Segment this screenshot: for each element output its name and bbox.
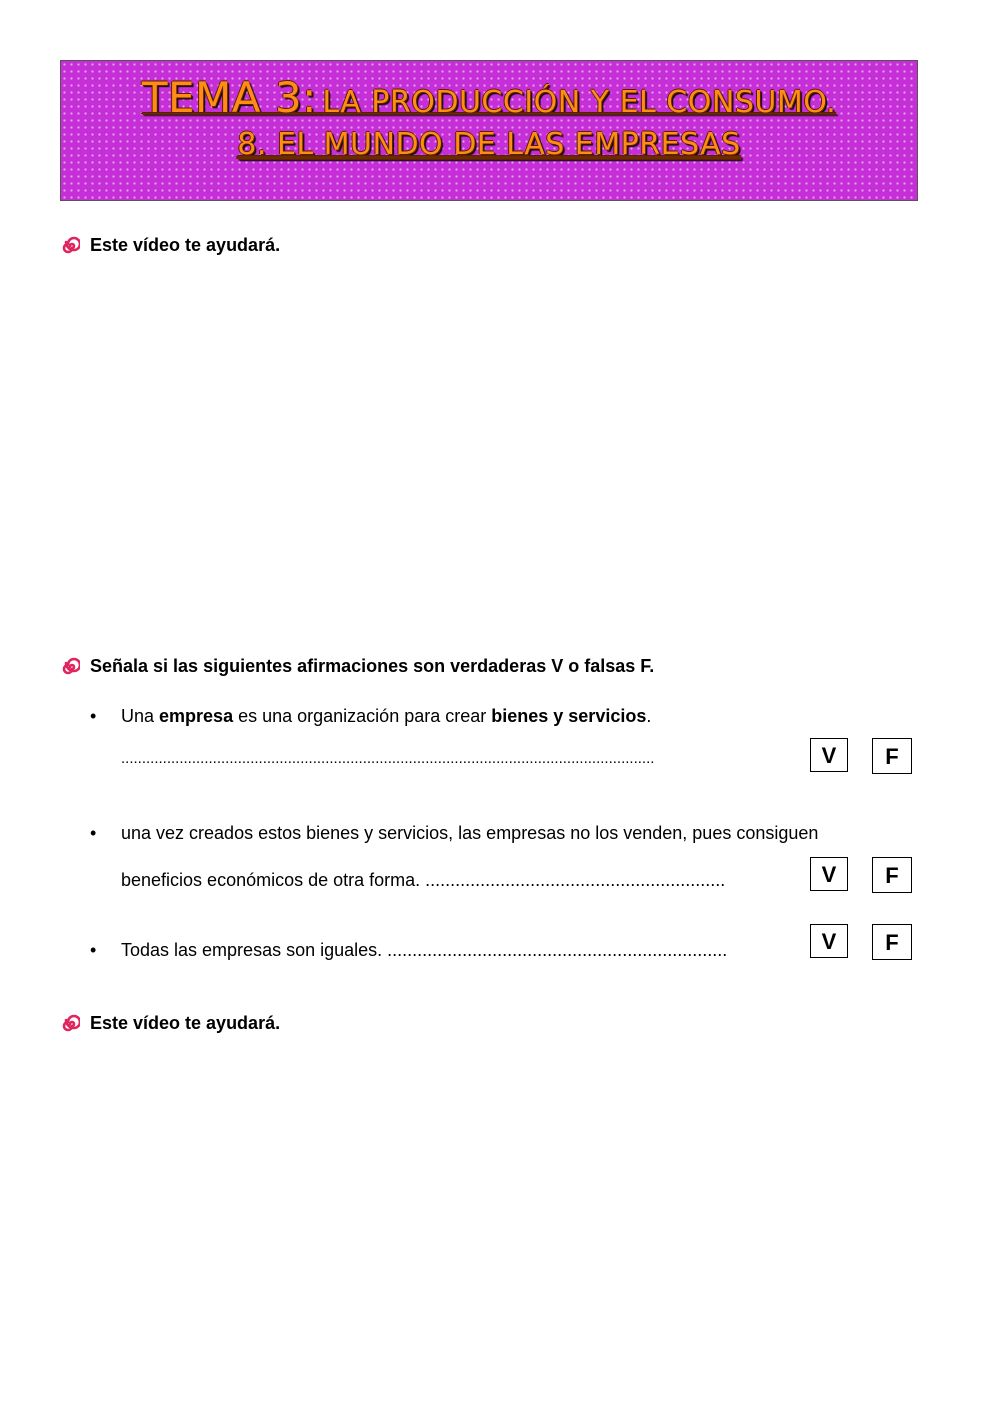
statement-1 [90, 706, 920, 786]
statement-1-dots: ................................................................................................................................ [121, 750, 655, 767]
page-subtitle: 8. EL MUNDO DE LAS EMPRESAS [237, 127, 741, 162]
title-banner [60, 60, 918, 201]
statement-1-true-box[interactable]: V [810, 738, 848, 772]
bullet: • [90, 706, 97, 726]
statement-1-false-box[interactable]: F [872, 738, 912, 774]
statement-3-false-box[interactable]: F [872, 924, 912, 960]
statement-2-false-box[interactable]: F [872, 857, 912, 893]
tema-label: TEMA 3: [141, 73, 317, 122]
statement-3-true-box[interactable]: V [810, 924, 848, 958]
instruction-heading [60, 656, 654, 677]
statement-2-true-box[interactable]: V [810, 857, 848, 891]
statement-1-text: Una empresa es una organización para crear bienes y servicios. [121, 706, 652, 726]
tema-title: LA PRODUCCIÓN Y EL CONSUMO. [322, 85, 837, 120]
bullet: • [90, 940, 97, 960]
bullet: • [90, 823, 97, 843]
video-heading-1-text: Este vídeo te ayudará. [90, 235, 281, 255]
statement-3 [90, 940, 920, 970]
statement-2-line2: beneficios económicos de otra forma. ............................................................ [121, 870, 726, 890]
statement-2-line1: una vez creados estos bienes y servicios, las empresas no los venden, pues consiguen [121, 823, 819, 843]
spiral-icon [60, 657, 80, 677]
spiral-icon [60, 236, 80, 256]
instruction-text: Señala si las siguientes afirmaciones son verdaderas V o falsas F. [90, 656, 655, 676]
statement-3-text: Todas las empresas son iguales. .................................................................... [121, 940, 728, 960]
video-heading-2-text: Este vídeo te ayudará. [90, 1013, 281, 1033]
spiral-icon [60, 1014, 80, 1034]
page-title [61, 73, 917, 122]
statement-2 [90, 823, 920, 903]
video-heading-2 [60, 1013, 280, 1034]
video-heading-1 [60, 235, 280, 256]
